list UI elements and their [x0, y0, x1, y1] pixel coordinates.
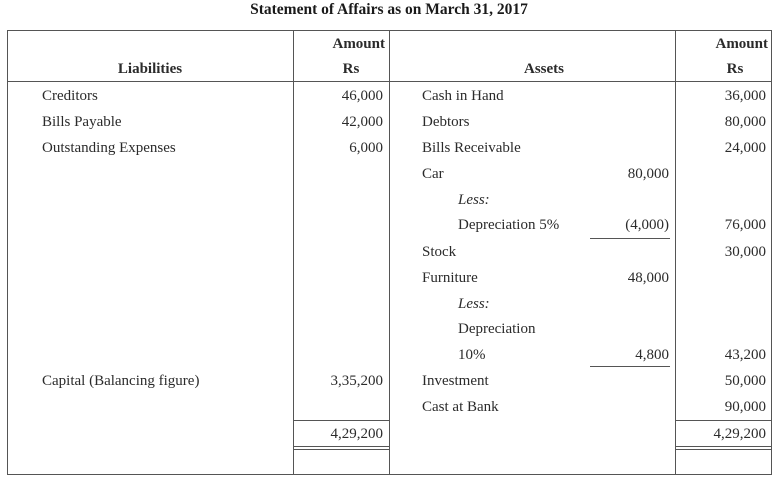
asset-investment-amount: 50,000 [724, 373, 766, 389]
asset-cash-at-bank-label: Cast at Bank [422, 399, 499, 415]
header-rs-right: Rs [726, 61, 744, 77]
asset-stock-label: Stock [422, 244, 457, 260]
asset-total-bottom-rule-2 [675, 449, 772, 450]
asset-investment-label: Investment [422, 373, 489, 389]
asset-cash-at-bank-amount: 90,000 [724, 399, 766, 415]
liab-total-bottom-rule-2 [293, 449, 389, 450]
asset-car-less: Less: [458, 192, 490, 208]
liability-outstanding-expenses-label: Outstanding Expenses [42, 140, 176, 156]
liability-capital-amount: 3,35,200 [330, 373, 383, 389]
asset-cash-in-hand-amount: 36,000 [724, 88, 766, 104]
liab-total-bottom-rule-1 [293, 446, 389, 447]
asset-debtors-amount: 80,000 [724, 114, 766, 130]
asset-car-depreciation-label: Depreciation 5% [458, 217, 560, 233]
asset-furniture-less: Less: [458, 296, 490, 312]
header-amount-right: Amount [715, 36, 768, 52]
liabilities-total: 4,29,200 [330, 426, 383, 442]
liability-creditors-amount: 46,000 [341, 88, 383, 104]
asset-car-label: Car [422, 166, 444, 182]
asset-debtors-label: Debtors [422, 114, 470, 130]
furniture-subtotal-rule [590, 366, 670, 367]
liability-creditors-label: Creditors [42, 88, 98, 104]
asset-furniture-depreciation-label-2: 10% [458, 347, 486, 363]
asset-furniture-net-amount: 43,200 [724, 347, 766, 363]
asset-total-bottom-rule-1 [675, 446, 772, 447]
header-assets: Assets [524, 61, 564, 77]
liability-outstanding-expenses-amount: 6,000 [349, 140, 383, 156]
liability-bills-payable-label: Bills Payable [42, 114, 122, 130]
asset-furniture-label: Furniture [422, 270, 478, 286]
header-rule [7, 81, 772, 82]
liability-bills-payable-amount: 42,000 [341, 114, 383, 130]
asset-furniture-depreciation-label-1: Depreciation [458, 321, 536, 337]
asset-stock-amount: 30,000 [724, 244, 766, 260]
asset-furniture-gross: 48,000 [627, 270, 669, 286]
header-liabilities: Liabilities [117, 61, 183, 77]
asset-furniture-depreciation-amount: 4,800 [635, 347, 669, 363]
asset-total-top-rule [675, 420, 772, 421]
header-rs-left: Rs [342, 61, 360, 77]
assets-total: 4,29,200 [713, 426, 766, 442]
statement-title: Statement of Affairs as on March 31, 2017 [250, 1, 528, 18]
asset-cash-in-hand-label: Cash in Hand [422, 88, 504, 104]
asset-bills-receivable-label: Bills Receivable [422, 140, 521, 156]
col-divider-assets [389, 30, 390, 475]
liab-total-top-rule [293, 420, 389, 421]
liability-capital-label: Capital (Balancing figure) [42, 373, 200, 389]
asset-car-gross: 80,000 [627, 166, 669, 182]
asset-car-net-amount: 76,000 [724, 217, 766, 233]
asset-bills-receivable-amount: 24,000 [724, 140, 766, 156]
asset-car-depreciation-amount: (4,000) [625, 217, 669, 233]
car-subtotal-rule [590, 238, 670, 239]
header-amount-left: Amount [332, 36, 385, 52]
